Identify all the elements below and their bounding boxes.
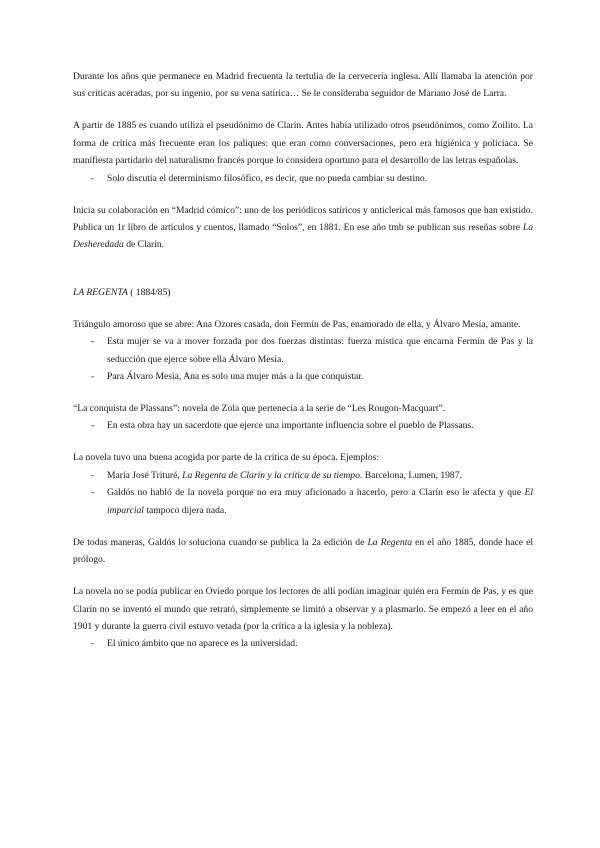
dash-marker: -: [91, 172, 95, 184]
section-heading-la-regenta: LA REGENTA ( 1884/85): [73, 286, 171, 298]
bullet-list-ejemplos: [73, 467, 533, 519]
paragraph-triangulo-amoroso: Triángulo amoroso que se abre: Ana Ozores casada, don Fermín de Pas, enamorado de ella, y Álvaro Mesía, amante.: [73, 318, 521, 330]
paragraph-acogida-critica: La novela tuvo una buena acogida por parte de la crítica de su época. Ejemplos:: [73, 452, 380, 464]
list-item: - En esta obra hay un sacerdote que ejerce una importante influencia sobre el pueblo de Plassans.: [91, 420, 474, 432]
list-item: - Esta mujer se va a mover forzada por dos fuerzas distintas: fuerza mística que encarna Fermín de Pas y la seducción que ejerce sobre ella Álvaro Mesía.: [91, 336, 533, 365]
list-item: - Solo discutía el determinismo filosófico, es decir, que no pueda cambiar su destino.: [73, 170, 533, 187]
list-item: - Galdós no habló de la novela porque no era muy aficionado a hacerlo, pero a Clarín eso le afecta y que El imparcial tampoco dijera nada.: [91, 487, 533, 516]
paragraph-madrid-comico: Inicia su colaboración en “Madrid cómico”: uno de los periódicos satíricos y anticlerical más famosos que han existido. Publica un 1r libro de artículos y cuentos, llamado “Solos”, en 1881. En ese año tmb se publican sus reseñas sobre La Desheredada de Clarín.: [73, 204, 533, 251]
bullet-list-determinismo: [73, 170, 533, 187]
paragraph-oviedo: La novela no se podía publicar en Oviedo porque los lectores de allí podían imaginar quién era Fermín de Pas, y es que Clarín no se inventó el mundo que retrató, simplemente se limitó a observar y a plasmarlo. Se empezó a leer en el año 1901 y durante la guerra civil estuvo vetada (por la crítica a la iglesia y la nobleza).: [73, 586, 533, 632]
document-page: [73, 68, 533, 667]
paragraph-madrid-tertulia: Durante los años que permanece en Madrid frecuenta la tertulia de la cervecería inglesa. Allí llamaba la atención por sus críticas aceradas, por su ingenio, por su vena satírica… Se le consideraba seguidor de Mariano José de Larra.: [73, 71, 533, 100]
bullet-list-ana-ozores: [73, 333, 533, 385]
list-item: - El único ámbito que no aparece es la universidad.: [91, 638, 298, 650]
list-item: - María José Trituré, La Regenta de Clarín y la crítica de su tiempo. Barcelona, Lumen, 1987.: [91, 469, 462, 481]
bullet-list-sacerdote: [73, 417, 533, 434]
bullet-list-universidad: [73, 635, 533, 652]
paragraph-segunda-edicion: De todas maneras, Galdós lo soluciona cuando se publica la 2a edición de La Regenta en el año 1885, donde hace el prólogo.: [73, 536, 534, 566]
list-item: - Para Álvaro Mesía, Ana es solo una mujer más a la que conquistar.: [91, 371, 364, 383]
paragraph-conquista-plassans: “La conquista de Plassans”: novela de Zola que pertenecía a la serie de “Les Rougon-Macquart”.: [73, 403, 446, 415]
paragraph-pseudonimo-clarin: A partir de 1885 es cuando utiliza el pseudónimo de Clarín. Antes había utilizado otros pseudónimos, como Zoilito. La forma de crítica más frecuente eran los paliques: que eran como conversaciones, pero era higiénica y policíaca. Se manifiesta partidario del naturalismo francés porque lo considera oportuno para el desarrollo de las letras españolas.: [73, 120, 533, 167]
